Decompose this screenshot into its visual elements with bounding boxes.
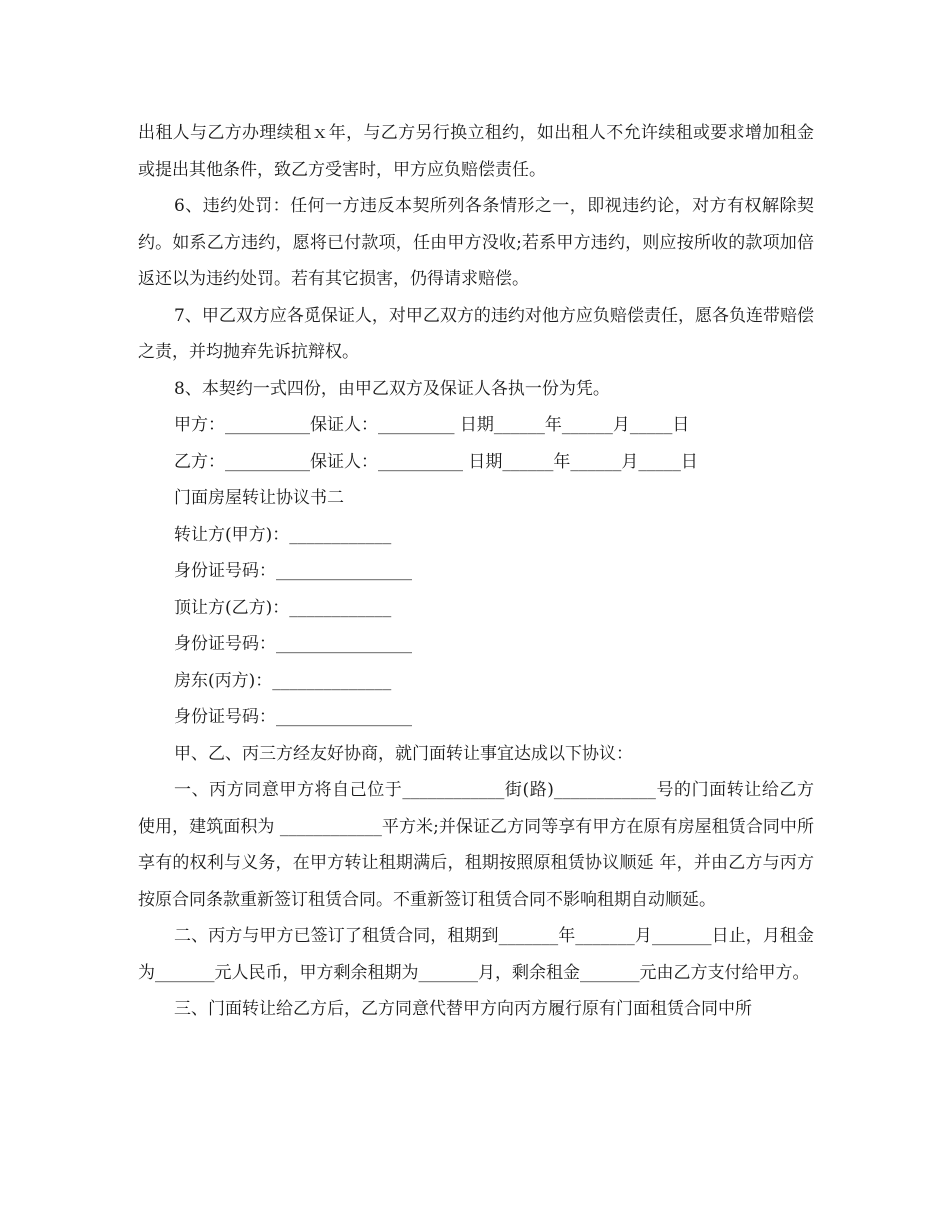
field-landlord-id: 身份证号码：________________: [174, 707, 412, 727]
section-title: 门面房屋转让协议书二: [174, 488, 344, 508]
paragraph-clause-one: 一、丙方同意甲方将自己位于____________街(路)____________号的门面转让给乙方使用，建筑面积为 ____________平方米;并保证乙方同等享有甲方在原有房屋租赁合同中所享有的权利与义务，在甲方转让租期满后，租期按照原租赁协议顺延 年，并由乙方与丙方按原合同条款重新签订租赁合同。不重新签订租赁合同不影响租期自动顺延。: [138, 780, 814, 910]
signature-line-party-b: 乙方：__________保证人：__________ 日期______年______月_____日: [174, 451, 698, 472]
field-landlord: 房东(丙方)：______________: [174, 670, 392, 691]
paragraph-agreement-intro: 甲、乙、丙三方经友好协商，就门面转让事宜达成以下协议：: [174, 743, 633, 764]
field-transferor-id: 身份证号码：________________: [174, 561, 412, 581]
paragraph-breach-penalty: 6、违约处罚：任何一方违反本契所列各条情形之一，即视违约论，对方有权解除契约。如系乙方违约，愿将已付款项，任由甲方没收;若系甲方违约，则应按所收的款项加倍返还以为违约处罚。若有其它损害，仍得请求赔偿。: [138, 196, 814, 289]
paragraph-clause-three: 三、门面转让给乙方后，乙方同意代替甲方向丙方履行原有门面租赁合同中所: [174, 999, 752, 1019]
signature-line-party-a: 甲方：__________保证人：_________ 日期______年______月_____日: [174, 415, 690, 435]
paragraph-guarantor: 7、甲乙双方应各觅保证人，对甲乙双方的违约对他方应负赔偿责任，愿各负连带赔偿之责，并均抛弃先诉抗辩权。: [138, 305, 814, 362]
document-body: [138, 115, 814, 1028]
field-transferee-id: 身份证号码：________________: [174, 634, 412, 654]
field-transferee: 顶让方(乙方)：____________: [174, 597, 392, 618]
paragraph-renewal-clause: 出租人与乙方办理续租ｘ年，与乙方另行换立租约，如出租人不允许续租或要求增加租金或提出其他条件，致乙方受害时，甲方应负赔偿责任。: [138, 123, 814, 180]
paragraph-clause-two: 二、丙方与甲方已签订了租赁合同，租期到_______年_______月_______日止，月租金为_______元人民币，甲方剩余租期为_______月，剩余租金_______元由乙方支付给甲方。: [138, 926, 814, 983]
paragraph-copies: 8、本契约一式四份，由甲乙双方及保证人各执一份为凭。: [174, 378, 610, 399]
field-transferor: 转让方(甲方)：____________: [174, 524, 392, 545]
